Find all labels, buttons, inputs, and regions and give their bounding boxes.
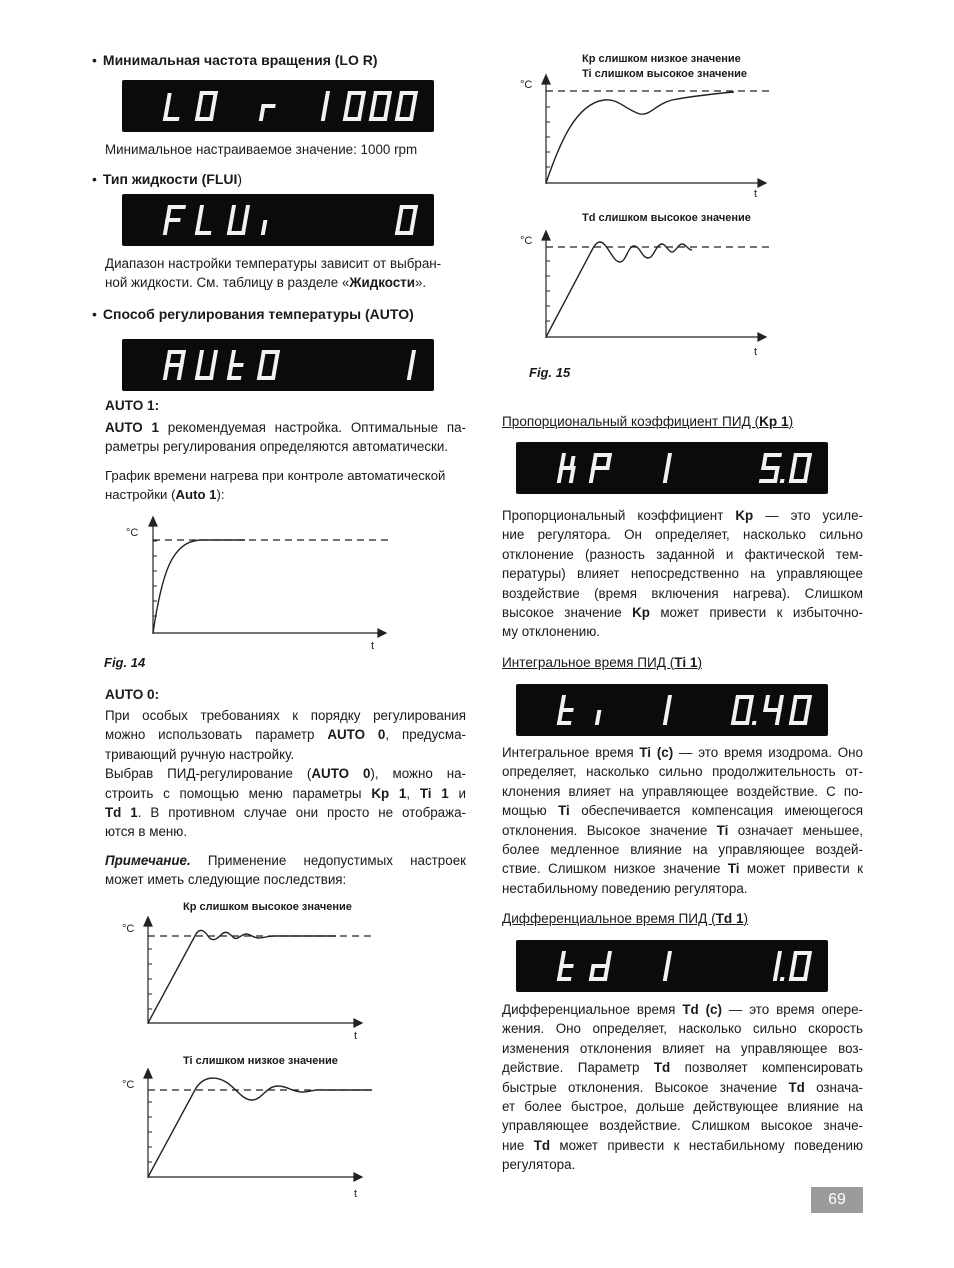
auto1-title: AUTO 1: [105, 398, 160, 413]
y-axis-arrow [149, 517, 157, 526]
graph-svg [516, 226, 778, 360]
fig15-label: Fig. 15 [529, 365, 571, 380]
lcd-display-lo-r [122, 80, 434, 132]
svg-text:°C: °C [520, 79, 533, 91]
x-label: t [371, 640, 375, 652]
lcd-display-flui [122, 194, 434, 246]
kp-description: Пропорциональный коэффициент Kp — это усиле- ние регулятора. Он определяет, насколько сильно отклонение (разность заданной и фактической тем- пературы) влияет непосредственно на управляющее воздействие (время включения нагрева). Слишком высокое значение Kp может привести к избыточно- му отклонению. [502, 508, 863, 640]
note: Примечание. Применение недопустимых настроек может иметь следующие последствия: [105, 853, 466, 888]
y-label: °C [126, 527, 139, 539]
graph-svg [118, 1066, 380, 1200]
section-heading-lo-r: • Минимальная частота вращения (LO R) [92, 52, 378, 68]
auto0-description: При особых требованиях к порядку регулирования можно использовать параметр AUTO 0, предусма- тривающий ручную настройку. Выбрав ПИД-регулирование (AUTO 0), можно на- строить с помощью меню параметры Kp 1, Ti 1 и Td 1. В противном случае они просто не отобража- ются в меню. [105, 708, 466, 840]
graph-title-kp-high: Кр слишком высокое значение [183, 901, 352, 913]
graph-td-high [516, 226, 778, 360]
ti-description: Интегральное время Ti (c) — это время изодрома. Оно определяет, насколько сильно продолжительность от- клонения влияет на управляющее воздействие. С по- мощью Ti обеспечивается компенсация имеющегося отклонения. Высокое значение Ti означает меньшее, более медленное влияние на управляющее воздей- ствие. Слишком низкое значение Ti может привести к нестабильному поведению регулятора. [502, 745, 863, 896]
lcd-segments [516, 442, 828, 494]
lcd-display-auto [122, 339, 434, 391]
auto0-title: AUTO 0: [105, 687, 160, 702]
lcd-display-td [516, 940, 828, 992]
ti-heading: Интегральное время ПИД (Ti 1) [502, 655, 702, 670]
graph-title-kp-low: Кр слишком низкое значение [582, 53, 741, 65]
graph-svg [120, 512, 400, 657]
x-axis-arrow [378, 629, 386, 637]
kp-heading: Пропорциональный коэффициент ПИД (Kp 1) [502, 414, 794, 429]
graph-title-ti-low: Ti слишком низкое значение [183, 1055, 338, 1067]
td-description: Дифференциальное время Td (c) — это время опере- жения. Оно определяет, насколько сильно скорость изменения отклонения влияет на управляющее воз- действие. Параметр Td позволяет компенсировать быстрые отклонения. Высокое значение Td означа- ет более быстрое, дольше действующее влияние на управляющее воздействие. Слишком высокое значе- ние Td может привести к нестабильному поведению регулятора. [502, 1002, 864, 1173]
graph-ti-low [118, 1066, 380, 1200]
section-heading-auto: • Способ регулирования температуры (AUTO) [92, 306, 414, 322]
lcd-display-kp [516, 442, 828, 494]
flui-description: Диапазон настройки температуры зависит от выбран- ной жидкости. См. таблицу в разделе «Жидкости». [105, 256, 442, 291]
response-curve [153, 540, 245, 633]
svg-text:t: t [354, 1030, 358, 1040]
svg-text:t: t [754, 346, 758, 358]
graph-svg [118, 912, 380, 1040]
page-number: 69 [811, 1187, 863, 1213]
lo-r-caption: Минимальное настраиваемое значение: 1000 rpm [105, 142, 418, 157]
auto1-description: AUTO 1 рекомендуемая настройка. Оптимальные па- раметры регулирования определяются автоматически. [105, 420, 466, 455]
lcd-segments [516, 940, 828, 992]
y-ticks [153, 541, 157, 616]
svg-text:°C: °C [122, 923, 135, 935]
graph-kp-low [516, 72, 778, 202]
graph-title-td-high: Td слишком высокое значение [582, 212, 751, 224]
svg-text:t: t [354, 1188, 358, 1200]
svg-text:t: t [754, 188, 758, 200]
graph-auto1 [120, 512, 400, 657]
graph-title-ti-high: Ti слишком высокое значение [582, 68, 748, 80]
auto1-graph-caption: График времени нагрева при контроле автоматической настройки (Auto 1): [105, 468, 446, 503]
fig14-label: Fig. 14 [104, 655, 146, 670]
graph-svg [516, 72, 778, 202]
td-heading: Дифференциальное время ПИД (Td 1) [502, 911, 749, 926]
lcd-display-ti [516, 684, 828, 736]
lcd-segments [122, 194, 434, 246]
lcd-segments [122, 80, 434, 132]
lcd-segments [122, 339, 434, 391]
svg-text:°C: °C [122, 1079, 135, 1091]
bullet: • [92, 52, 97, 68]
lcd-segments [516, 684, 828, 736]
section-heading-flui: • Тип жидкости (FLUI) [92, 171, 243, 187]
graph-kp-high [118, 912, 380, 1040]
svg-text:°C: °C [520, 235, 533, 247]
